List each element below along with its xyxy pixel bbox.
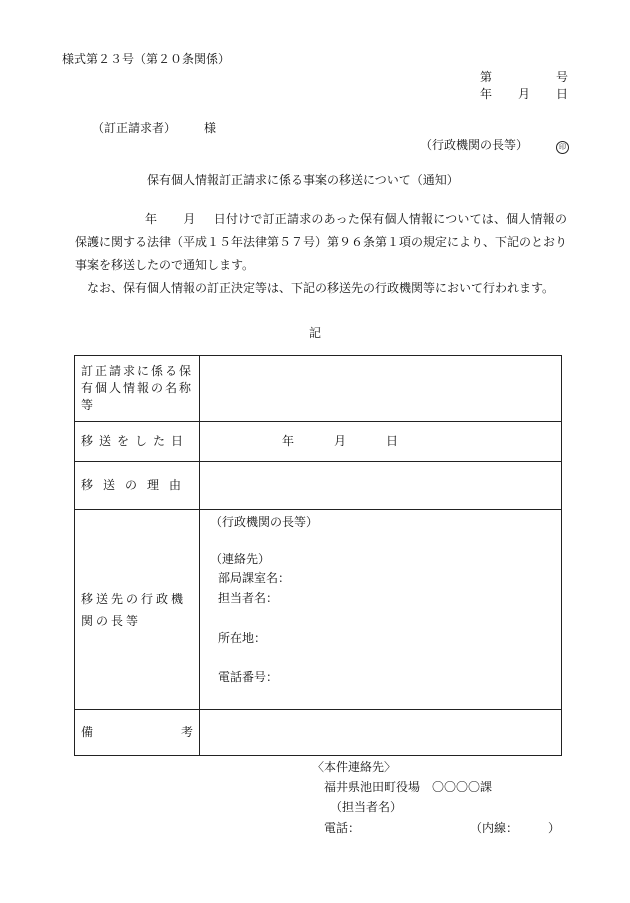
destination-agency: （行政機関の長等） (210, 515, 319, 529)
transfer-month: 月 (334, 433, 347, 448)
footer-phone: 電話： (324, 821, 361, 835)
sender-label: （行政機関の長等） (420, 138, 529, 152)
table-row (75, 462, 562, 510)
date-day: 日 (556, 87, 569, 101)
date-year: 年 (480, 87, 493, 101)
date-month: 月 (518, 87, 531, 101)
table-row (75, 710, 562, 756)
destination-contact: （連絡先） (210, 552, 271, 566)
body-paragraph-1 (75, 208, 567, 277)
footer-person: （担当者名） (330, 800, 403, 814)
reason-label: 移送の理由 (81, 478, 192, 492)
row-value-reason (200, 462, 562, 510)
form-number: 様式第２３号（第２０条関係） (62, 52, 231, 66)
row-value-remarks (200, 710, 562, 756)
doc-number-prefix: 第 (480, 70, 493, 84)
row-label-remarks (75, 710, 200, 756)
footer-contact-label: 〈本件連絡先〉 (312, 760, 397, 774)
row-label-destination: 移送先の行政機関の長等 (75, 510, 200, 710)
addressee-label: （訂正請求者） (92, 121, 177, 135)
destination-dept: 部局課室名： (218, 571, 291, 585)
ki-marker: 記 (309, 326, 322, 340)
transfer-date-label: 移送をした日 (81, 434, 190, 448)
row-label-transfer-date (75, 422, 200, 462)
row-value-destination (200, 510, 562, 710)
row-value-transfer-date (200, 422, 562, 462)
seal-mark (556, 137, 569, 154)
row-label-reason (75, 462, 200, 510)
body-year: 年 (145, 212, 158, 226)
row-label-info-name: 訂正請求に係る保有個人情報の名称等 (75, 356, 200, 422)
remarks-label-a: 備 (81, 725, 94, 739)
doc-number-suffix: 号 (556, 70, 569, 84)
remarks-label (81, 724, 193, 741)
table-row (75, 422, 562, 462)
destination-address: 所在地： (218, 631, 267, 645)
table-row (75, 356, 562, 422)
destination-person: 担当者名： (218, 591, 279, 605)
addressee-honorific: 様 (204, 121, 217, 135)
transfer-details-table (74, 355, 562, 756)
seal-icon: 印 (556, 141, 569, 154)
row-value-info-name (200, 356, 562, 422)
destination-phone: 電話番号： (218, 670, 279, 684)
transfer-day: 日 (386, 433, 399, 448)
body-text: 日付けで訂正請求のあった保有個人情報については、個人情報の保護に関する法律（平成１５年法律第５７号）第９６条第１項の規定により、下記のとおり事案を移送したので通知します。 (75, 212, 568, 272)
footer-extension: （内線： ） (470, 821, 561, 835)
document-title: 保有個人情報訂正請求に係る事案の移送について（通知） (147, 173, 459, 187)
table-row (75, 510, 562, 710)
body-month: 月 (183, 212, 196, 226)
footer-office: 福井県池田町役場 〇〇〇〇課 (324, 780, 493, 794)
body-paragraph-2: なお、保有個人情報の訂正決定等は、下記の移送先の行政機関等において行われます。 (87, 281, 555, 295)
transfer-year: 年 (282, 433, 295, 448)
remarks-label-b: 考 (180, 725, 193, 739)
